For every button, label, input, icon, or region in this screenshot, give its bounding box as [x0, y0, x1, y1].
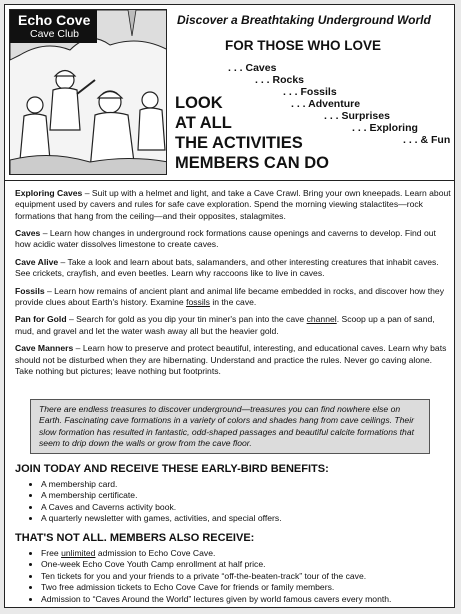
- activity-paragraph: [15, 257, 452, 280]
- list-text: Free: [41, 548, 62, 558]
- activity-exploring: . . . Exploring: [352, 122, 418, 134]
- for-those-heading: FOR THOSE WHO LOVE: [225, 38, 382, 53]
- list-item: • Ten tickets for you and your friends to a private “off-the-beaten-track” tour of the cave.: [41, 571, 391, 582]
- list-item: • A membership certificate.: [41, 490, 282, 501]
- underlined-word: channel: [306, 314, 337, 325]
- activity-text: – Learn how to preserve and protect beautiful, interesting, and educational caves. Learn why bats should not be disturbed when they are hibernating. Understand and practice the rules. Never go caving alone. Take nothing but pictures; leave nothing but footprints.: [15, 343, 447, 376]
- join-benefits-list: [27, 479, 282, 525]
- header: [5, 5, 454, 181]
- activity-adventure: . . . Adventure: [291, 98, 361, 110]
- list-item: • A quarterly newsletter with games, activities, and special offers.: [41, 513, 282, 524]
- activity-text: in the cave.: [209, 296, 257, 307]
- activity-title: Fossils: [15, 285, 45, 296]
- activity-paragraph: [15, 314, 452, 337]
- activity-text: – Search for gold as you dip your tin miner's pan into the cave: [66, 314, 307, 325]
- members-heading: THAT'S NOT ALL. MEMBERS ALSO RECEIVE:: [15, 532, 255, 544]
- club-name: Echo Cove: [18, 12, 91, 28]
- join-heading: JOIN TODAY AND RECEIVE THESE EARLY-BIRD BENEFITS:: [15, 463, 329, 475]
- activity-text: – Learn how remains of ancient plant and animal life became embedded in rocks, and discover how they provide clues about Earth's history. Examine: [15, 285, 444, 307]
- activity-rocks: . . . Rocks: [255, 74, 305, 86]
- activity-title: Cave Manners: [15, 343, 74, 354]
- underlined-word: fossils: [186, 296, 210, 307]
- underlined-word: unlimited: [61, 548, 96, 558]
- activity-fun: . . . & Fun: [403, 134, 451, 146]
- activity-text: . Scoop up a pan of sand, mud, and gravel and let the water wash away all but the heavier gold.: [15, 314, 435, 336]
- activity-title: Pan for Gold: [15, 314, 67, 325]
- activity-title: Cave Alive: [15, 256, 59, 267]
- activity-caves: . . . Caves: [228, 62, 277, 74]
- flyer-page: [4, 4, 455, 608]
- list-item: • A Caves and Caverns activity book.: [41, 502, 282, 513]
- look-heading: [175, 93, 329, 173]
- activity-title: Caves: [15, 228, 41, 239]
- activity-title: Exploring Caves: [15, 188, 83, 198]
- list-text: admission to Echo Cove Cave.: [95, 548, 216, 558]
- activity-fossils: . . . Fossils: [283, 86, 337, 98]
- look-line: THE ACTIVITIES: [175, 134, 303, 152]
- tagline: Discover a Breathtaking Underground World: [177, 13, 431, 27]
- activity-surprises: . . . Surprises: [324, 110, 390, 122]
- activity-descriptions: [15, 188, 452, 383]
- look-line: MEMBERS CAN DO: [175, 154, 330, 172]
- list-item: • Admission to “Caves Around the World” lectures given by world famous cavers every month.: [41, 594, 391, 605]
- members-benefits-list: [27, 548, 391, 605]
- callout-box: There are endless treasures to discover underground—treasures you can find nowhere else on Earth. Fascinating cave formations in a variety of colors and shades hang from cave ceilings. Their slow formation has resulted in fantastic, odd-shaped passages and beautiful calcite formations that seem to drip down the walls or grow from the cave floor.: [30, 399, 430, 454]
- activity-paragraph: [15, 343, 452, 377]
- activity-paragraph: [15, 286, 452, 309]
- club-logo: [10, 10, 97, 43]
- activity-text: – Suit up with a helmet and light, and take a Cave Crawl. Bring your own kneepads. Learn about equipment used by cavers and rules for safe cave exploration. Spend the morning viewing stalactites—rock formations that hang from the ceiling—and their opposites, stalagmites.: [15, 188, 451, 221]
- activity-paragraph: [15, 228, 452, 251]
- activity-text: – Learn how changes in underground rock formations cause openings and caverns to develop. Find out how acidic water dissolves limestone to create caves.: [15, 228, 436, 250]
- list-item: • Two free admission tickets to Echo Cove Cave for friends or family members.: [41, 582, 391, 593]
- look-line: AT ALL: [175, 114, 232, 132]
- club-subtitle: Cave Club: [30, 28, 80, 40]
- look-line: LOOK: [175, 94, 223, 112]
- list-item: • One-week Echo Cove Youth Camp enrollment at half price.: [41, 559, 391, 570]
- activity-paragraph: [15, 188, 452, 222]
- activity-text: – Take a look and learn about bats, salamanders, and other interesting creatures that inhabit caves. See crickets, crayfish, and even beetles. Learn why raccoons like to live in caves.: [15, 256, 439, 279]
- list-item: • A membership card.: [41, 479, 282, 490]
- cavers-illustration: [9, 9, 167, 175]
- list-item: [41, 548, 391, 559]
